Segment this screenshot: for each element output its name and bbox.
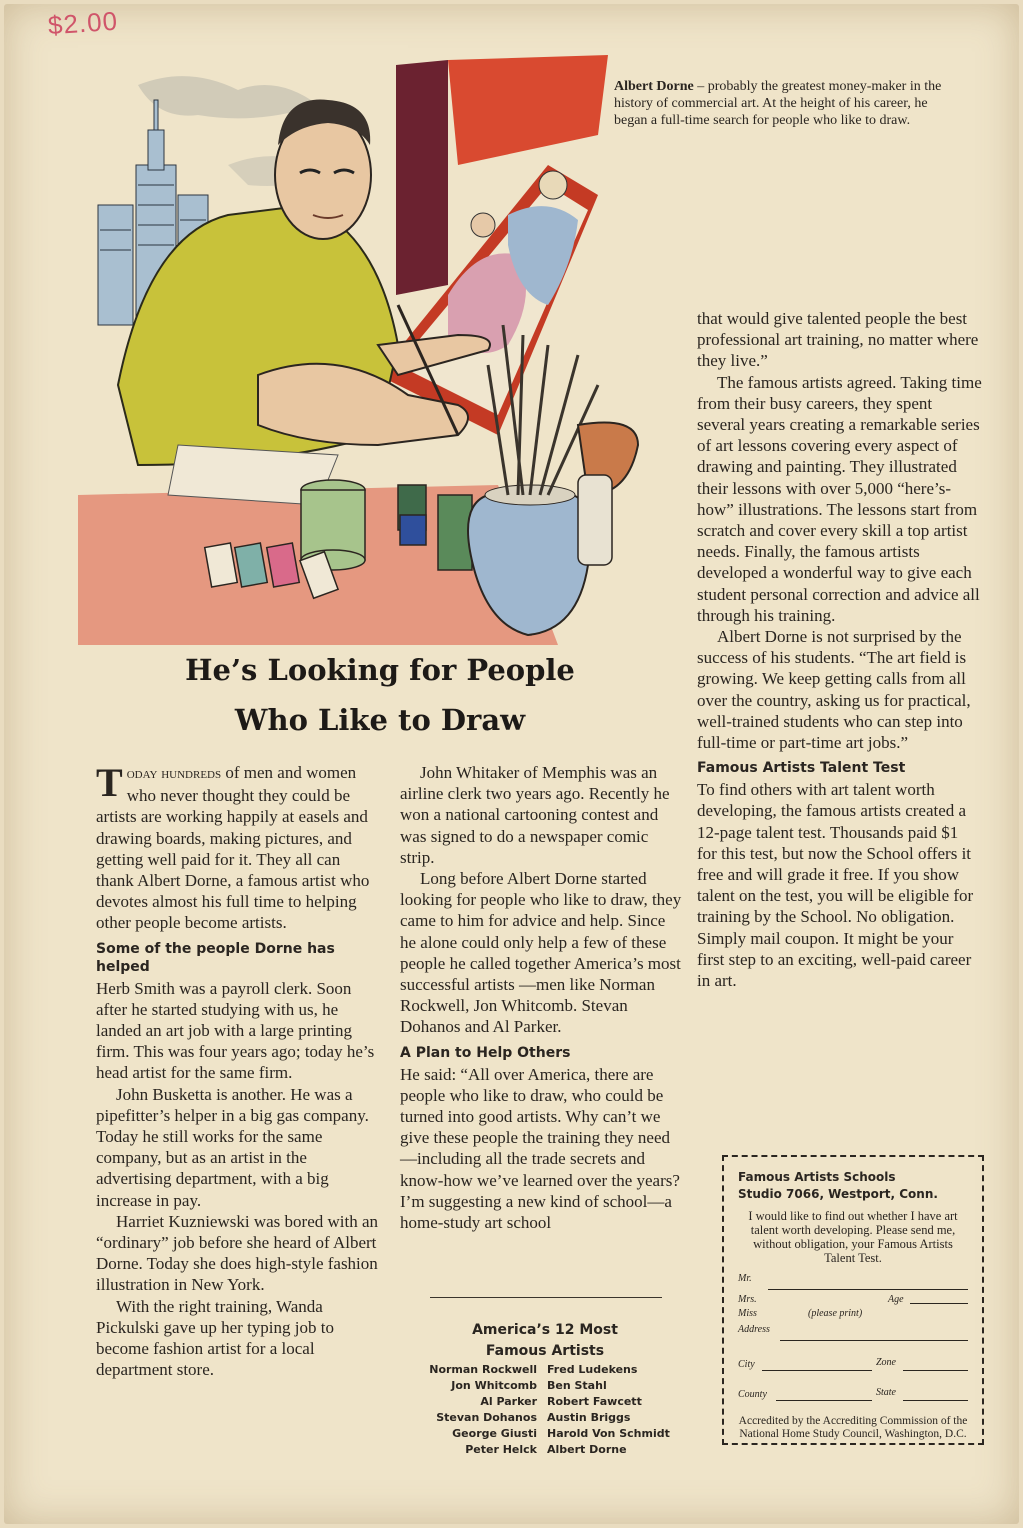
- subheading: A Plan to Help Others: [400, 1044, 571, 1061]
- field-label: County: [738, 1389, 767, 1400]
- name-field-row-2[interactable]: [738, 1294, 968, 1308]
- artists-list: [405, 1362, 695, 1458]
- state-label: State: [876, 1387, 896, 1398]
- coupon-school-name: Famous Artists Schools: [738, 1170, 896, 1184]
- name-field-row-3[interactable]: [738, 1308, 968, 1324]
- artist-row: [405, 1426, 695, 1442]
- zone-label: Zone: [876, 1357, 896, 1368]
- city-zone-field[interactable]: [738, 1345, 968, 1375]
- artist-row: [405, 1410, 695, 1426]
- field-label: City: [738, 1359, 755, 1370]
- artists-title-line-1: America’s 12 Most: [472, 1322, 618, 1338]
- headline-line-1: He’s Looking for People: [185, 653, 575, 687]
- illustration-caption: [614, 78, 944, 129]
- field-label: Mr.: [738, 1273, 752, 1284]
- paragraph: With the right training, Wanda Pickulski gave up her typing job to become fashion artist for a local department store.: [96, 1296, 334, 1380]
- paragraph: Albert Dorne is not surprised by the success of his students. “The art field is growing. We keep getting calls from all over the country, asking us for practical, well-trained students who can step into full-time or part-time art jobs.”: [697, 627, 971, 753]
- paragraph: He said: “All over America, there are people who like to draw, who could be turned into good artists. Why can’t we give these people the training they need—including all the trade secrets and know-how we’ve learned over the years? I’m suggesting a new kind of school—a home-study art school: [400, 1064, 680, 1233]
- artist-row: [405, 1442, 695, 1458]
- field-label: Mrs.: [738, 1294, 757, 1305]
- field-label: Miss: [738, 1308, 757, 1319]
- headline-line-2: Who Like to Draw: [234, 703, 526, 737]
- artists-title-line-2: Famous Artists: [485, 1343, 605, 1359]
- artist-name: Stevan Dohanos: [436, 1411, 537, 1424]
- please-print-note: (please print): [808, 1308, 863, 1319]
- artist-name: Norman Rockwell: [429, 1363, 537, 1376]
- artist-name: George Giusti: [452, 1427, 537, 1440]
- paragraph: of men and women who never thought they could be artists are working happily at easels and drawing boards, making pictures, and getting well paid for it. They all can thank Albert Dorne, a famous artist who devotes almost his full time to helping other people become artists.: [96, 763, 370, 933]
- address-field[interactable]: [738, 1324, 968, 1345]
- paragraph: John Busketta is another. He was a pipefitter’s helper in a big gas company. Today he still works for the same company, but as an artist in the advertising department, with a big increase in pay.: [96, 1084, 369, 1210]
- artist-name: Peter Helck: [465, 1443, 537, 1456]
- accreditation-note: Accredited by the Accrediting Commission of the National Home Study Council, Washington, D.C.: [738, 1415, 968, 1440]
- artist-name: Ben Stahl: [547, 1379, 607, 1392]
- drop-cap: T: [96, 760, 123, 805]
- coupon-header: [738, 1169, 968, 1203]
- coupon-body: I would like to find out whether I have art talent worth developing. Please send me, without obligation, your Famous Artists Talent Test.: [748, 1209, 958, 1265]
- field-label: Address: [738, 1324, 770, 1335]
- paragraph: that would give talented people the best professional art training, no matter where they live.”: [697, 309, 979, 371]
- paragraph: Long before Albert Dorne started looking for people who like to draw, they came to him for advice and help. Since he alone could only help a few of these people he called together America’s most successful artists —men like Norman Rockwell, Jon Whitcomb. Stevan Dohanos and Al Parker.: [400, 869, 682, 1037]
- paragraph: To find others with art talent worth developing, the famous artists created a 12-page talent test. Thousands paid $1 for this test, but now the School offers it free and will grade it free. If you show talent on the test, you will be eligible for training by the School. No obligation. Simply mail coupon. It might be your first step to an exciting, well-paid career in art.: [697, 780, 974, 991]
- artist-row: [405, 1362, 695, 1378]
- text-column-1: [96, 762, 381, 1380]
- artist-name: Al Parker: [480, 1395, 537, 1408]
- text-column-2: [400, 762, 685, 1233]
- artist-name: Harold Von Schmidt: [547, 1427, 670, 1440]
- artist-row: [405, 1394, 695, 1410]
- county-state-field[interactable]: [738, 1375, 968, 1405]
- name-field[interactable]: [738, 1273, 968, 1294]
- age-label: Age: [888, 1294, 904, 1305]
- artist-name: Robert Fawcett: [547, 1395, 642, 1408]
- caption-name: Albert Dorne: [614, 79, 694, 94]
- subheading: Some of the people Dorne has helped: [96, 940, 335, 975]
- lead-in: oday hundreds: [126, 766, 222, 782]
- paragraph: Harriet Kuzniewski was bored with an “ordinary” job before she heard of Albert Dorne. Today she does high-style fashion illustration in New York.: [96, 1211, 379, 1295]
- illustration-albert-dorne-painting: [78, 45, 698, 645]
- paragraph: John Whitaker of Memphis was an airline clerk two years ago. Recently he won a national cartooning contest and was signed to do a newspaper comic strip.: [400, 763, 670, 867]
- coupon-address: Studio 7066, Westport, Conn.: [738, 1187, 938, 1201]
- divider: [430, 1297, 662, 1298]
- handwritten-price: $2.00: [47, 5, 120, 41]
- artist-name: Jon Whitcomb: [451, 1379, 537, 1392]
- text-column-3: [697, 308, 982, 991]
- caption-text: – probably the greatest money-maker in the history of commercial art. At the height of his career, he began a full-time search for people who like to draw.: [614, 79, 942, 128]
- paragraph: The famous artists agreed. Taking time from their busy careers, they spent several years creating a remarkable series of art lessons covering every aspect of drawing and painting. They illustrated their lessons with over 5,000 “here’s-how” illustrations. The lessons start from scratch and cover every skill a top artist needs. Finally, the famous artists developed a wonderful way to give each student personal correction and advice all through his training.: [697, 372, 982, 625]
- artist-name: Albert Dorne: [547, 1443, 627, 1456]
- paragraph: Herb Smith was a payroll clerk. Soon after he started studying with us, he landed an art job with a large printing firm. This was four years ago; today he’s head artist for the same firm.: [96, 978, 375, 1083]
- artist-name: Austin Briggs: [547, 1411, 631, 1424]
- subheading: Famous Artists Talent Test: [697, 760, 906, 777]
- artist-name: Fred Ludekens: [547, 1363, 638, 1376]
- artists-title: [420, 1320, 670, 1362]
- headline: [100, 645, 660, 745]
- artist-row: [405, 1378, 695, 1394]
- mail-coupon[interactable]: [722, 1155, 984, 1445]
